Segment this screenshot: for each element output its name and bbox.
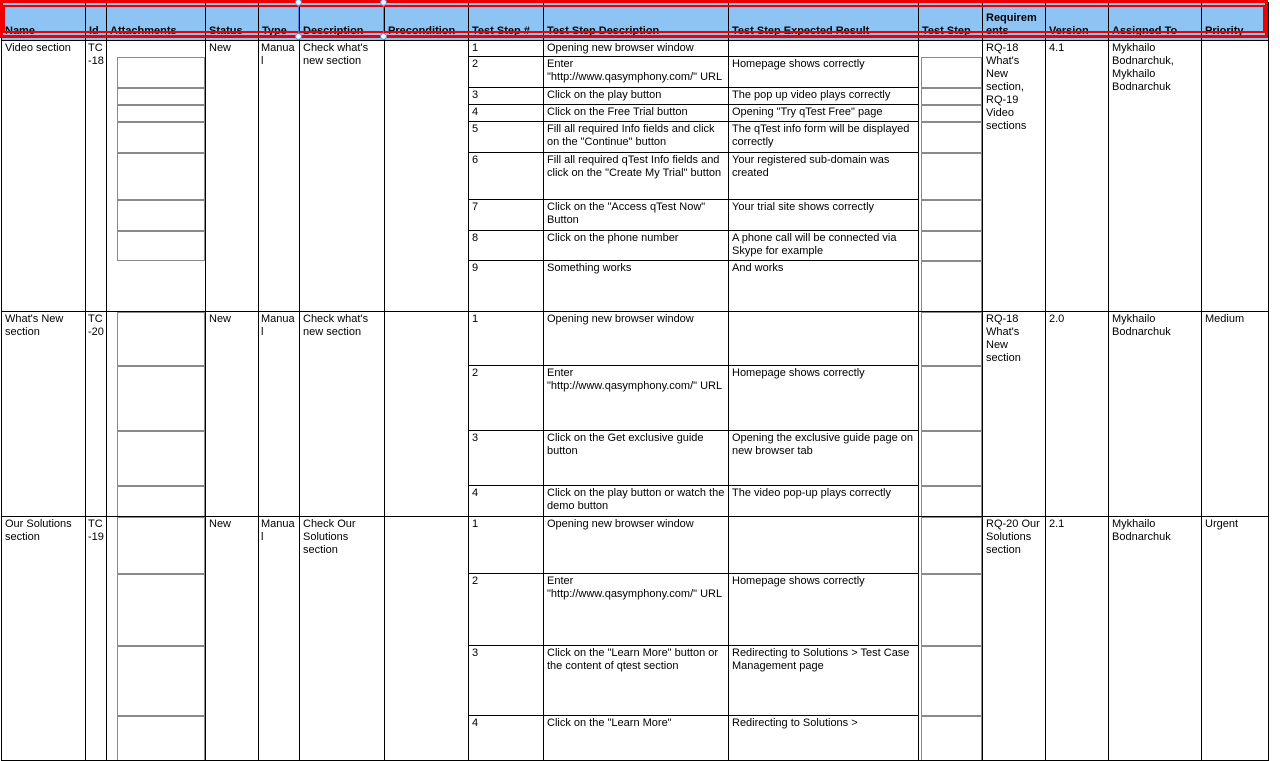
cell-requirements[interactable]: RQ-20 Our Solutions section <box>983 517 1046 761</box>
cell-description[interactable]: Check Our Solutions section <box>300 517 385 761</box>
selection-handle-bottom-left[interactable] <box>295 33 302 40</box>
column-header-assigned-to[interactable]: Assigned To <box>1109 3 1202 41</box>
cell-description[interactable]: Check what's new section <box>300 312 385 517</box>
cell-step-expected-result[interactable] <box>729 312 919 366</box>
cell-step-number[interactable]: 3 <box>469 431 544 486</box>
cell-step-number[interactable]: 1 <box>469 312 544 366</box>
attachment-subcell <box>921 366 982 431</box>
attachment-subcell <box>117 312 205 366</box>
cell-step-expected-result[interactable]: The qTest info form will be displayed correctly <box>729 122 919 153</box>
cell-step-expected-result[interactable]: The video pop-up plays correctly <box>729 486 919 517</box>
cell-step-expected-result[interactable]: Homepage shows correctly <box>729 366 919 431</box>
column-header-requirements[interactable]: Requirements <box>983 3 1046 41</box>
column-header-id[interactable]: Id <box>86 3 107 41</box>
attachment-subcell <box>921 312 982 366</box>
attachment-subcell <box>117 517 205 574</box>
attachment-subcell <box>921 200 982 231</box>
cell-name[interactable]: What's New section <box>2 312 86 517</box>
attachment-subcell <box>117 200 205 231</box>
column-header-priority[interactable]: Priority <box>1202 3 1269 41</box>
cell-step-expected-result[interactable]: And works <box>729 261 919 312</box>
attachment-subcell <box>117 88 205 105</box>
cell-step-description[interactable]: Click on the "Learn More" <box>544 716 729 761</box>
cell-step-description[interactable]: Click on the play button <box>544 88 729 105</box>
cell-step-description[interactable]: Fill all required qTest Info fields and click on the "Create My Trial" button <box>544 153 729 200</box>
cell-priority[interactable]: Medium <box>1202 312 1269 517</box>
cell-step-description[interactable]: Enter "http://www.qasymphony.com/" URL <box>544 366 729 431</box>
attachment-subcell <box>117 122 205 153</box>
cell-requirements[interactable]: RQ-18 What's New section, RQ-19 Video sections <box>983 41 1046 312</box>
cell-step-number[interactable]: 4 <box>469 486 544 517</box>
attachment-subcell <box>117 646 205 716</box>
test-step-row <box>2 517 1269 574</box>
cell-step-expected-result[interactable]: A phone call will be connected via Skype for example <box>729 231 919 261</box>
cell-version[interactable]: 2.1 <box>1046 517 1109 761</box>
column-header-test-step-description[interactable]: Test Step Description <box>544 3 729 41</box>
cell-step-number[interactable]: 2 <box>469 366 544 431</box>
cell-version[interactable]: 2.0 <box>1046 312 1109 517</box>
cell-step-description[interactable]: Enter "http://www.qasymphony.com/" URL <box>544 574 729 646</box>
cell-step-description[interactable]: Click on the Free Trial button <box>544 105 729 122</box>
cell-test-step-attachments[interactable] <box>919 517 983 761</box>
test-case-table[interactable] <box>1 2 1269 761</box>
cell-step-number[interactable]: 4 <box>469 105 544 122</box>
cell-test-step-attachments[interactable] <box>919 41 983 312</box>
cell-step-number[interactable]: 2 <box>469 574 544 646</box>
cell-step-description[interactable]: Opening new browser window <box>544 312 729 366</box>
attachment-subcell <box>921 517 982 574</box>
test-step-row <box>2 41 1269 57</box>
cell-name[interactable]: Video section <box>2 41 86 312</box>
cell-id[interactable]: TC-18 <box>86 41 107 312</box>
attachment-subcell <box>921 261 982 312</box>
attachment-subcell <box>921 574 982 646</box>
cell-step-description[interactable]: Fill all required Info fields and click on the "Continue" button <box>544 122 729 153</box>
cell-step-number[interactable]: 6 <box>469 153 544 200</box>
attachment-subcell <box>921 153 982 200</box>
cell-id[interactable]: TC-20 <box>86 312 107 517</box>
column-header-status[interactable]: Status <box>206 3 259 41</box>
cell-step-number[interactable]: 1 <box>469 41 544 57</box>
cell-precondition[interactable] <box>385 517 469 761</box>
column-header-version[interactable]: Version <box>1046 3 1109 41</box>
attachment-subcell <box>921 105 982 122</box>
cell-step-expected-result[interactable]: Homepage shows correctly <box>729 57 919 88</box>
selection-handle-bottom-right[interactable] <box>380 33 387 40</box>
cell-step-description[interactable]: Opening new browser window <box>544 41 729 57</box>
cell-id[interactable]: TC-19 <box>86 517 107 761</box>
attachment-subcell <box>117 231 205 261</box>
cell-step-expected-result[interactable]: The pop up video plays correctly <box>729 88 919 105</box>
attachment-subcell <box>921 431 982 486</box>
cell-priority[interactable] <box>1202 41 1269 312</box>
attachment-subcell <box>921 57 982 88</box>
attachment-subcell <box>117 57 205 88</box>
cell-precondition[interactable] <box>385 41 469 312</box>
test-step-row <box>2 312 1269 366</box>
cell-step-expected-result[interactable]: Opening "Try qTest Free" page <box>729 105 919 122</box>
cell-status[interactable]: New <box>206 41 259 312</box>
column-header-description[interactable]: Description <box>300 3 385 41</box>
cell-type[interactable]: Manual <box>259 41 300 312</box>
cell-step-number[interactable]: 5 <box>469 122 544 153</box>
column-header-test-step[interactable]: Test Step # <box>469 3 544 41</box>
cell-step-expected-result[interactable]: Your registered sub-domain was created <box>729 153 919 200</box>
column-header-test-step[interactable]: Test Step <box>919 3 983 41</box>
cell-step-number[interactable]: 8 <box>469 231 544 261</box>
attachment-subcell <box>117 431 205 486</box>
attachment-subcell <box>117 105 205 122</box>
cell-step-number[interactable]: 4 <box>469 716 544 761</box>
cell-attachments[interactable] <box>107 517 206 761</box>
cell-status[interactable]: New <box>206 517 259 761</box>
cell-assigned-to[interactable]: Mykhailo Bodnarchuk <box>1109 517 1202 761</box>
column-header-name[interactable]: Name <box>2 3 86 41</box>
cell-step-description[interactable]: Click on the Get exclusive guide button <box>544 431 729 486</box>
column-header-precondition[interactable]: Precondition <box>385 3 469 41</box>
cell-step-expected-result[interactable]: Your trial site shows correctly <box>729 200 919 231</box>
cell-status[interactable]: New <box>206 312 259 517</box>
cell-step-description[interactable]: Click on the play button or watch the demo button <box>544 486 729 517</box>
cell-step-number[interactable]: 1 <box>469 517 544 574</box>
cell-step-description[interactable]: Click on the "Learn More" button or the content of qtest section <box>544 646 729 716</box>
column-header-test-step-expected-result[interactable]: Test Step Expected Result <box>729 3 919 41</box>
cell-step-expected-result[interactable]: Redirecting to Solutions > Test Case Management page <box>729 646 919 716</box>
cell-step-expected-result[interactable]: Opening the exclusive guide page on new browser tab <box>729 431 919 486</box>
attachment-subcell <box>921 122 982 153</box>
cell-step-number[interactable]: 3 <box>469 646 544 716</box>
attachment-subcell <box>117 153 205 200</box>
cell-step-expected-result[interactable]: Redirecting to Solutions > <box>729 716 919 761</box>
cell-requirements[interactable]: RQ-18 What's New section <box>983 312 1046 517</box>
cell-step-expected-result[interactable]: Homepage shows correctly <box>729 574 919 646</box>
cell-step-description[interactable]: Click on the "Access qTest Now" Button <box>544 200 729 231</box>
cell-attachments[interactable] <box>107 312 206 517</box>
cell-step-description[interactable]: Opening new browser window <box>544 517 729 574</box>
attachment-subcell <box>117 486 205 517</box>
cell-step-number[interactable]: 7 <box>469 200 544 231</box>
cell-attachments[interactable] <box>107 41 206 312</box>
cell-type[interactable]: Manual <box>259 312 300 517</box>
header-row <box>2 3 1269 41</box>
cell-step-number[interactable]: 9 <box>469 261 544 312</box>
cell-description[interactable]: Check what's new section <box>300 41 385 312</box>
cell-step-expected-result[interactable] <box>729 517 919 574</box>
cell-assigned-to[interactable]: Mykhailo Bodnarchuk, Mykhailo Bodnarchuk <box>1109 41 1202 312</box>
cell-step-expected-result[interactable] <box>729 41 919 57</box>
cell-test-step-attachments[interactable] <box>919 312 983 517</box>
attachment-subcell <box>117 574 205 646</box>
cell-step-description[interactable]: Enter "http://www.qasymphony.com/" URL <box>544 57 729 88</box>
attachment-subcell <box>921 486 982 517</box>
cell-priority[interactable]: Urgent <box>1202 517 1269 761</box>
cell-step-description[interactable]: Something works <box>544 261 729 312</box>
cell-precondition[interactable] <box>385 312 469 517</box>
cell-step-number[interactable]: 3 <box>469 88 544 105</box>
cell-step-number[interactable]: 2 <box>469 57 544 88</box>
cell-version[interactable]: 4.1 <box>1046 41 1109 312</box>
cell-step-description[interactable]: Click on the phone number <box>544 231 729 261</box>
attachment-subcell <box>117 716 205 761</box>
cell-name[interactable]: Our Solutions section <box>2 517 86 761</box>
cell-type[interactable]: Manual <box>259 517 300 761</box>
column-header-type[interactable]: Type <box>259 3 300 41</box>
cell-assigned-to[interactable]: Mykhailo Bodnarchuk <box>1109 312 1202 517</box>
attachment-subcell <box>921 716 982 761</box>
attachment-subcell <box>921 88 982 105</box>
attachment-subcell <box>921 646 982 716</box>
attachment-subcell <box>117 366 205 431</box>
attachment-subcell <box>921 231 982 261</box>
column-header-attachments[interactable]: Attachments <box>107 3 206 41</box>
